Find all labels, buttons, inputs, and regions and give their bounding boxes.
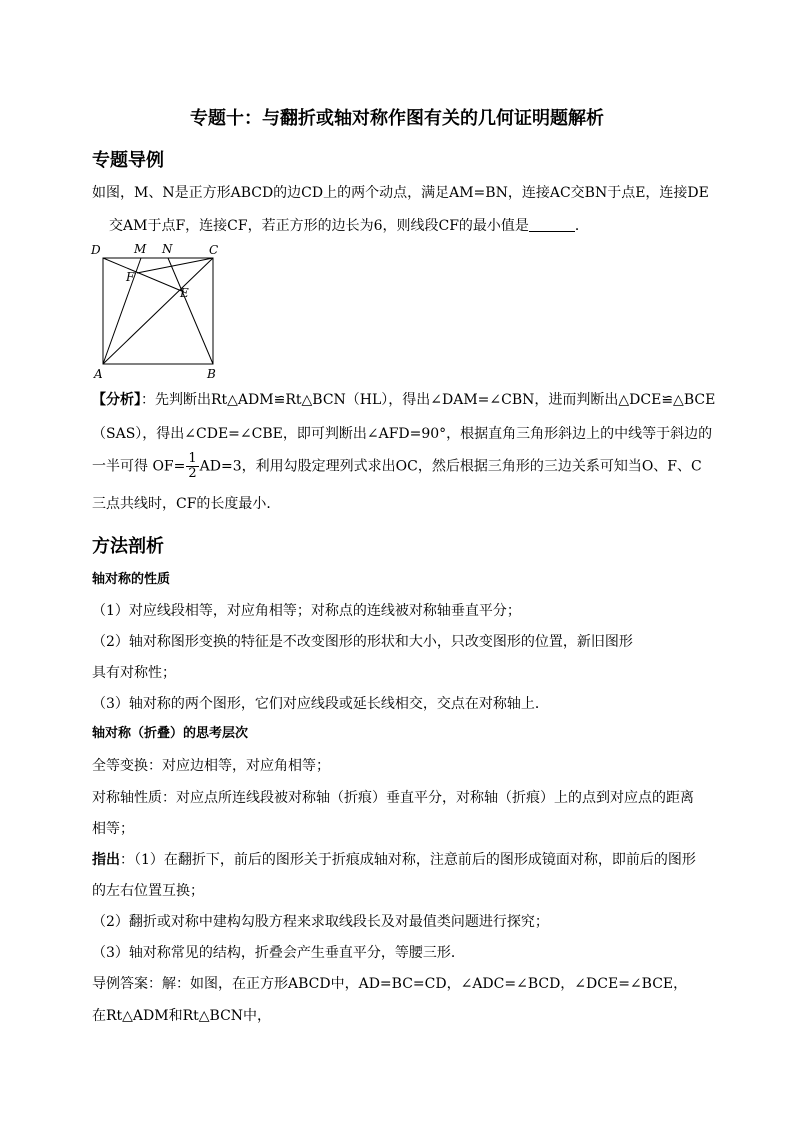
analysis-tag: 【分析】 [92, 392, 141, 408]
section-heading-method: 方法剖析 [92, 536, 164, 557]
fraction-one-half [186, 452, 198, 481]
answer-blank [529, 217, 575, 232]
property-item-1: （1）对应线段相等，对应角相等；对称点的连线被对称轴垂直平分； [92, 603, 521, 619]
note-tag: 指出 [92, 852, 120, 868]
analysis-text-3b: AD=3，利用勾股定理列式求出OC，然后根据三角形的三边关系可知当O、F、C [199, 458, 702, 475]
analysis-line-1 [92, 390, 715, 410]
analysis-line-3 [92, 452, 702, 481]
property-item-2a: （2）轴对称图形变换的特征是不改变图形的形状和大小，只改变图形的位置，新旧图形 [92, 634, 633, 650]
label-e: E [180, 286, 189, 300]
answer-line-1: 导例答案：解：如图，在正方形ABCD中，AD=BC=CD，∠ADC=∠BCD，∠DCE=∠BCE， [92, 976, 688, 992]
analysis-line-2: （SAS），得出∠CDE=∠CBE，即可判断出∠AFD=90°，根据直角三角形斜边上的中线等于斜边的 [92, 426, 713, 442]
note-line-1b: 的左右位置互换； [92, 883, 204, 899]
answer-line-2: 在Rt△ADM和Rt△BCN中， [92, 1008, 272, 1024]
label-d: D [91, 243, 101, 257]
subheading-symmetry-properties: 轴对称的性质 [92, 572, 171, 587]
label-a: A [94, 367, 103, 381]
level-axis-property-1: 对称轴性质：对应点所连线段被对称轴（折痕）垂直平分，对称轴（折痕）上的点到对应点的距离 [92, 790, 694, 806]
problem-end: ． [574, 218, 589, 234]
note-line-2: （2）翻折或对称中建构勾股方程来求取线段长及对最值类问题进行探究； [92, 914, 549, 930]
fraction-numerator: 1 [188, 451, 197, 466]
note-text-1: ：（1）在翻折下，前后的图形关于折痕成轴对称，注意前后的图形成镜面对称，即前后的图形 [120, 852, 696, 868]
fraction-denominator: 2 [188, 466, 197, 481]
label-n: N [162, 242, 173, 256]
label-b: B [207, 367, 216, 381]
segment-bn [168, 258, 213, 364]
level-congruence: 全等变换：对应边相等，对应角相等； [92, 758, 330, 774]
analysis-text-1: ：先判断出Rt△ADM≌Rt△BCN（HL），得出∠DAM=∠CBN，进而判断出△DCE≌△BCE [141, 392, 716, 408]
level-axis-property-2: 相等； [92, 821, 134, 837]
note-line-3: （3）轴对称常见的结构，折叠会产生垂直平分，等腰三形． [92, 945, 465, 961]
analysis-line-4: 三点共线时，CF的长度最小． [92, 496, 281, 512]
segment-de [103, 258, 184, 292]
property-item-3: （3）轴对称的两个图形，它们对应线段或延长线相交，交点在对称轴上． [92, 696, 549, 712]
geometry-figure [88, 240, 228, 382]
segment-ac [103, 258, 213, 364]
section-heading-intro: 专题导例 [92, 150, 164, 171]
analysis-text-3a: 一半可得 OF= [92, 458, 186, 475]
label-c: C [209, 243, 219, 257]
problem-line-2 [109, 216, 589, 236]
label-m: M [134, 242, 147, 256]
page-title: 专题十：与翻折或轴对称作图有关的几何证明题解析 [190, 108, 604, 129]
property-item-2b: 具有对称性； [92, 665, 176, 681]
note-line-1 [92, 850, 696, 870]
segment-cf [137, 258, 213, 273]
problem-text: 交AM于点F，连接CF，若正方形的边长为6，则线段CF的最小值是 [109, 218, 529, 234]
segment-am [103, 258, 141, 364]
problem-line-1: 如图，M、N是正方形ABCD的边CD上的两个动点，满足AM=BN，连接AC交BN于点E，连接DE [92, 185, 709, 201]
subheading-thinking-levels: 轴对称（折叠）的思考层次 [92, 726, 249, 741]
label-f: F [126, 270, 135, 284]
